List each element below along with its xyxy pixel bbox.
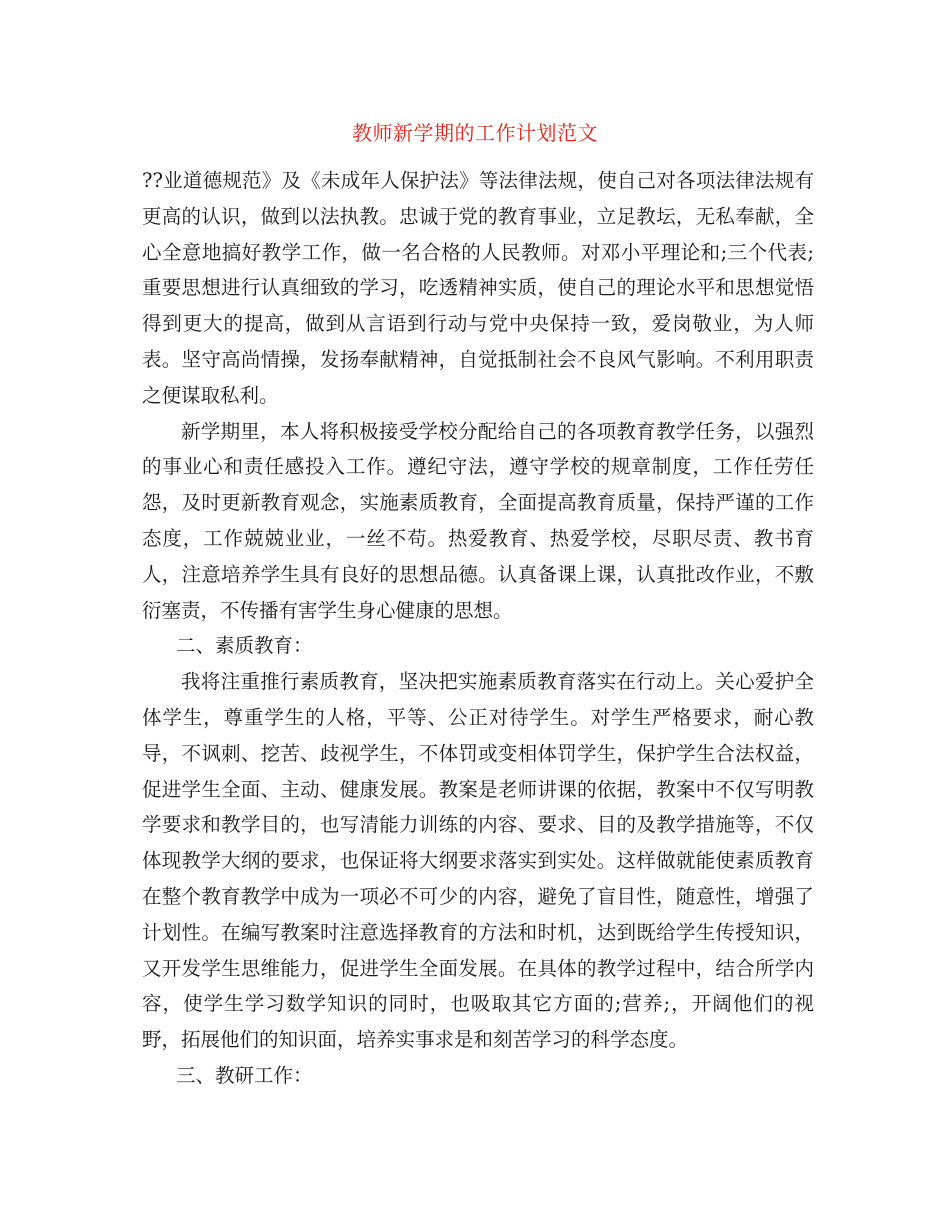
- paragraph-ethics: ??业道德规范》及《未成年人保护法》等法律法规，使自己对各项法律法规有更高的认识，做到以法执教。忠诚于党的教育事业，立足教坛，无私奉献，全心全意地搞好教学工作，做一名合格的人民教师。对邓小平理论和;三个代表;重要思想进行认真细致的学习，吃透精神实质，使自己的理论水平和思想觉悟得到更大的提高，做到从言语到行动与党中央保持一致，爱岗敬业，为人师表。坚守高尚情操，发扬奉献精神，自觉抵制社会不良风气影响。不利用职责之便谋取私利。: [142, 169, 814, 407]
- section-heading-quality-education: 二、素质教育：: [176, 634, 313, 658]
- paragraph-new-semester: 新学期里，本人将积极接受学校分配给自己的各项教育教学任务，以强烈的事业心和责任感投入工作。遵纪守法，遵守学校的规章制度，工作任劳任怨，及时更新教育观念，实施素质教育，全面提高教育质量，保持严谨的工作态度，工作兢兢业业，一丝不苟。热爱教育、热爱学校，尽职尽责、教书育人，注意培养学生具有良好的思想品德。认真备课上课，认真批改作业，不敷衍塞责，不传播有害学生身心健康的思想。: [142, 419, 814, 622]
- section-heading-research: 三、教研工作：: [176, 1063, 313, 1087]
- document-title: 教师新学期的工作计划范文: [352, 121, 598, 145]
- paragraph-quality-education: 我将注重推行素质教育，坚决把实施素质教育落实在行动上。关心爱护全体学生，尊重学生的人格，平等、公正对待学生。对学生严格要求，耐心教导，不讽刺、挖苦、歧视学生，不体罚或变相体罚学生，保护学生合法权益，促进学生全面、主动、健康发展。教案是老师讲课的依据，教案中不仅写明教学要求和教学目的，也写清能力训练的内容、要求、目的及教学措施等，不仅体现教学大纲的要求，也保证将大纲要求落实到实处。这样做就能使素质教育在整个教育教学中成为一项必不可少的内容，避免了盲目性，随意性，增强了计划性。在编写教案时注意选择教育的方法和时机，达到既给学生传授知识，又开发学生思维能力，促进学生全面发展。在具体的教学过程中，结合所学内容，使学生学习数学知识的同时，也吸取其它方面的;营养;，开阔他们的视野，拓展他们的知识面，培养实事求是和刻苦学习的科学态度。: [142, 670, 814, 1052]
- document-body: [142, 163, 814, 1094]
